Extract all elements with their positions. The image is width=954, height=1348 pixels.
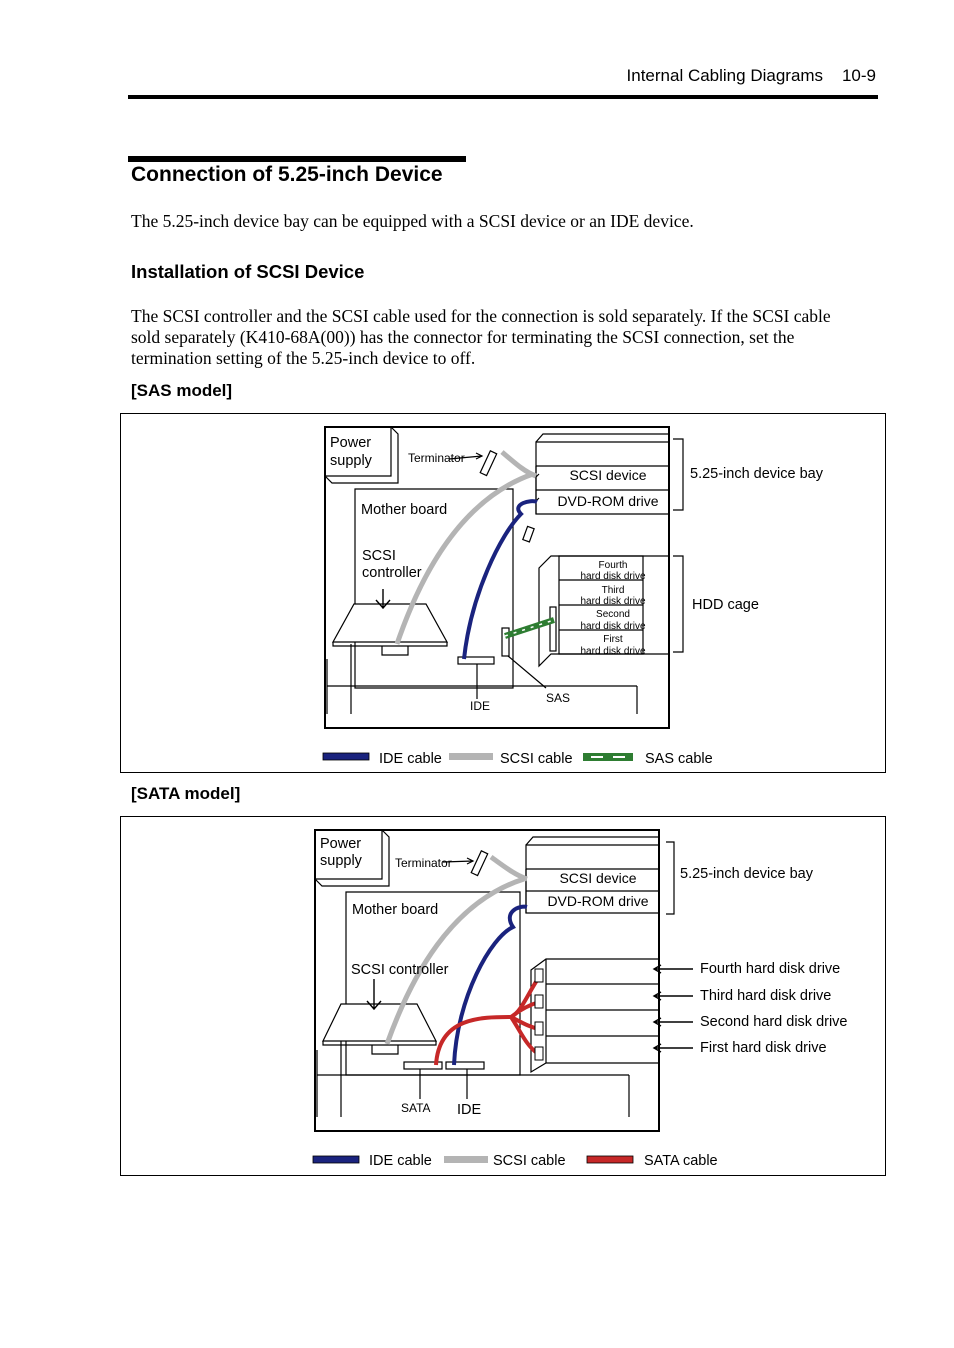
legend-label-ide: IDE cable (379, 751, 442, 767)
sata-cable (436, 977, 539, 1065)
sas-model-figure (120, 413, 886, 773)
hdd-label-first: First hard disk drive (700, 1040, 827, 1056)
dvd-rom-label: DVD-ROM drive (557, 493, 659, 509)
scsi-controller-card (333, 604, 447, 642)
paragraph-line: sold separately (K410-68A(00)) has the connector for terminating the SCSI connection, set the (131, 327, 795, 347)
drive-label: hard disk drive (580, 571, 646, 582)
sata-connector-label: SATA (401, 1101, 431, 1115)
scsi-controller-card (323, 1004, 436, 1041)
legend-label-ide: IDE cable (369, 1153, 432, 1169)
header-title: Internal Cabling Diagrams (626, 66, 824, 85)
terminator-label: Terminator (408, 451, 465, 465)
subsection-title: Installation of SCSI Device (131, 261, 365, 282)
section-intro: The 5.25-inch device bay can be equipped with a SCSI device or an IDE device. (131, 211, 694, 231)
legend-swatch-ide (313, 1156, 359, 1163)
drive-label: Fourth (598, 560, 628, 571)
sas-connector-label: SAS (546, 691, 571, 705)
drive-label: hard disk drive (580, 646, 646, 657)
bay-label: 5.25-inch device bay (680, 866, 813, 882)
header-rule (128, 95, 878, 99)
running-header (627, 66, 876, 86)
subsection-paragraph (131, 306, 891, 369)
legend-swatch-sata (587, 1156, 633, 1163)
sata-diagram (121, 817, 885, 1175)
scsi-device-label: SCSI device (559, 870, 637, 886)
page-number: 10-9 (841, 66, 876, 85)
power-supply-label-line: Power (320, 836, 362, 852)
mother-board-label: Mother board (361, 502, 448, 518)
dvd-rom-label: DVD-ROM drive (547, 893, 649, 909)
paragraph-line: The SCSI controller and the SCSI cable used for the connection is sold separately. If the SCSI cable (131, 306, 831, 326)
legend-label-sas: SAS cable (645, 751, 713, 767)
ide-cable (454, 907, 527, 1065)
terminator-label: Terminator (395, 856, 452, 870)
scsi-controller-label-line: SCSI (362, 548, 396, 564)
mother-board-label: Mother board (352, 902, 439, 918)
drive-label: First (603, 634, 623, 645)
hdd-cage-outline (531, 959, 659, 1072)
scsi-controller-label: SCSI controller (351, 962, 449, 978)
ide-connector-label: IDE (457, 1102, 482, 1118)
sas-cable (505, 620, 554, 636)
drive-label: Second (596, 609, 630, 620)
power-supply-label-line: Power (330, 435, 372, 451)
hdd-label-third: Third hard disk drive (700, 988, 832, 1004)
hdd-label-second: Second hard disk drive (700, 1014, 848, 1030)
legend-swatch-scsi (449, 753, 493, 760)
sata-model-figure (120, 816, 886, 1176)
power-supply-label-line: supply (330, 453, 372, 469)
section-title: Connection of 5.25-inch Device (131, 163, 443, 186)
legend-label-scsi: SCSI cable (493, 1153, 566, 1169)
scsi-device-label: SCSI device (569, 467, 647, 483)
paragraph-line: termination setting of the 5.25-inch device to off. (131, 348, 476, 368)
legend-swatch-scsi (444, 1156, 488, 1163)
power-supply-label-line: supply (320, 853, 362, 869)
legend-swatch-ide (323, 753, 369, 760)
sas-model-heading: [SAS model] (131, 381, 233, 400)
drive-label: hard disk drive (580, 596, 646, 607)
legend-swatch-sas (583, 753, 633, 761)
ide-connector-label: IDE (470, 699, 491, 713)
hdd-label-fourth: Fourth hard disk drive (700, 961, 841, 977)
scsi-controller-label-line: controller (362, 565, 422, 581)
sata-model-heading: [SATA model] (131, 784, 241, 803)
hdd-cage-label: HDD cage (692, 597, 759, 613)
sas-diagram (121, 414, 885, 772)
drive-label: hard disk drive (580, 621, 646, 632)
drive-label: Third (601, 585, 625, 596)
section-rule (128, 156, 466, 162)
bay-label: 5.25-inch device bay (690, 466, 823, 482)
legend-label-sata: SATA cable (644, 1153, 718, 1169)
ide-cable (464, 501, 537, 659)
legend-label-scsi: SCSI cable (500, 751, 573, 767)
